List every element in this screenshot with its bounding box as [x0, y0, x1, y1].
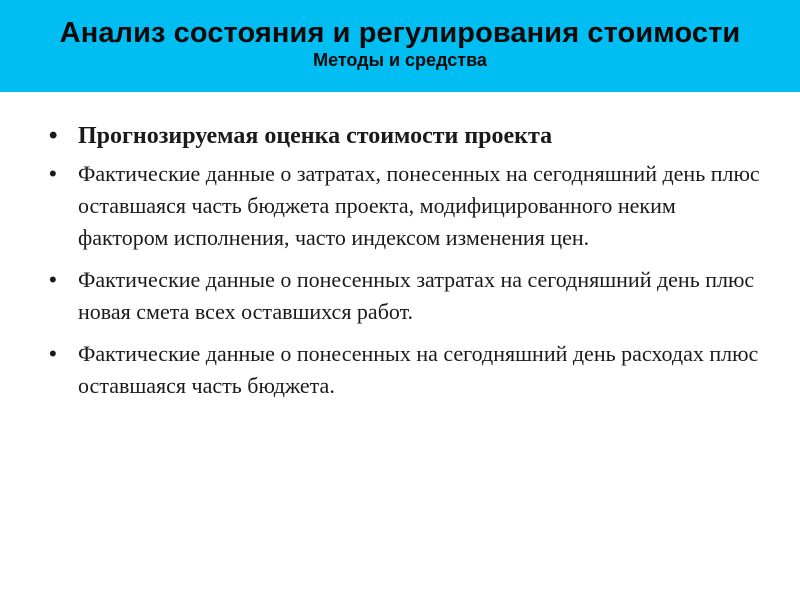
bullet-item-heading: [40, 118, 760, 154]
bullet-dot-icon: •: [49, 341, 57, 366]
slide-title: Анализ состояния и регулирования стоимости: [59, 17, 741, 49]
bullet-item: [40, 158, 760, 254]
slide-subtitle: Методы и средства: [313, 50, 487, 70]
bullet-text: Фактические данные о понесенных затратах на сегодняшний день плюс новая смета всех оставшихся работ.: [78, 267, 755, 324]
bullet-text: Фактические данные о затратах, понесенных на сегодняшний день плюс оставшаяся часть бюджета проекта, модифицированного неким фактором исполнения, часто индексом изменения цен.: [78, 161, 760, 250]
bullet-text: Фактические данные о понесенных на сегодняшний день расходах плюс оставшаяся часть бюджета.: [78, 341, 759, 398]
bullet-dot-icon: •: [49, 161, 57, 186]
bullet-dot-icon: •: [49, 267, 57, 292]
bullet-item: [40, 338, 760, 402]
bullet-item: [40, 264, 760, 328]
bullet-text: Прогнозируемая оценка стоимости проекта: [78, 123, 553, 149]
bullet-dot-icon: •: [49, 122, 58, 149]
bullet-list: [40, 118, 760, 412]
slide-header: [0, 0, 800, 92]
